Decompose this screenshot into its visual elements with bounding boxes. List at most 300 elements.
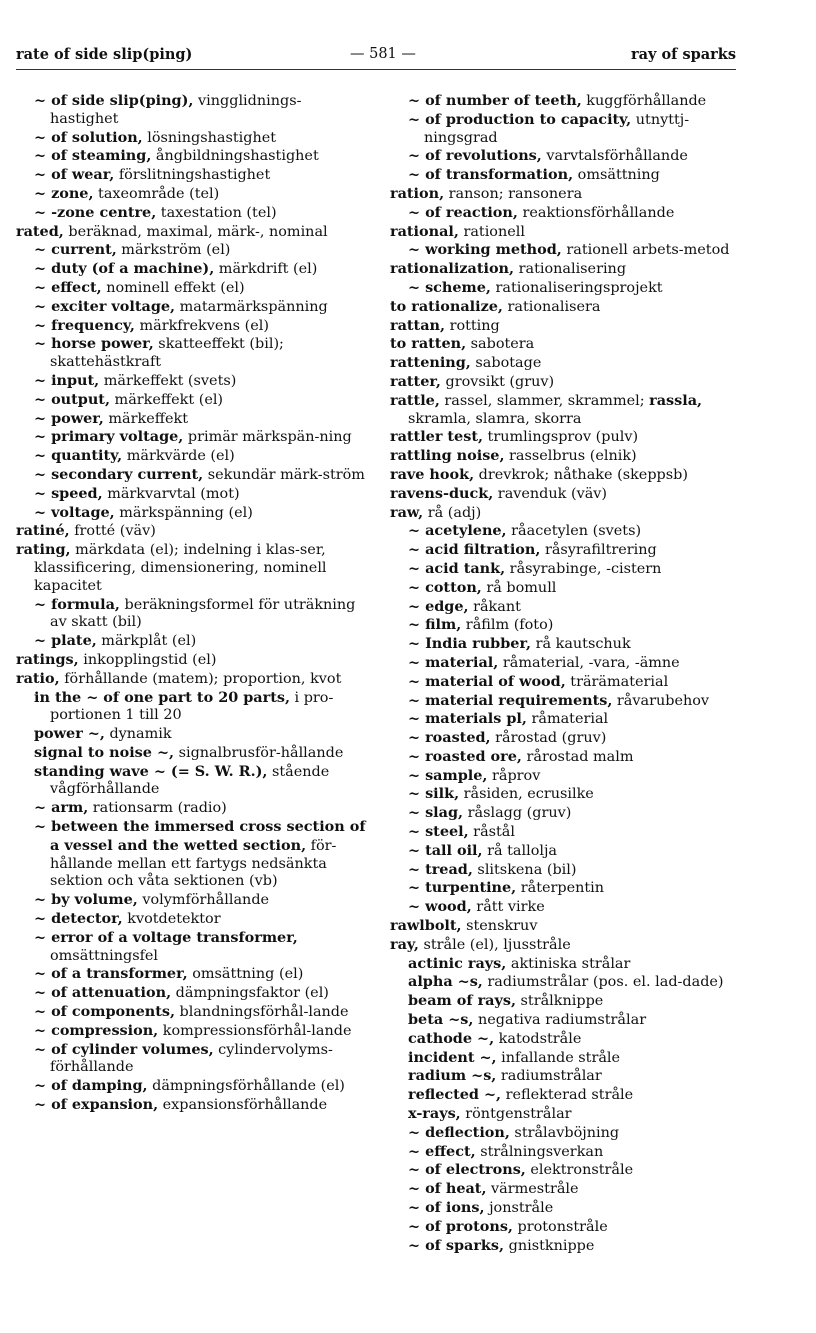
entry-term: rationalization, — [390, 260, 515, 278]
entry-definition: märkplåt (el) — [96, 633, 197, 650]
entry-definition: för-hållande mellan ett fartygs nedsänkta sektion och våta sektionen (vb) — [50, 837, 337, 890]
entry-term: ~ of electrons, — [408, 1161, 526, 1179]
entry-definition: råslagg (gruv) — [463, 805, 572, 822]
entry-term: ~ acid tank, — [408, 559, 506, 577]
entry-definition: omsättning — [573, 167, 660, 184]
dictionary-entry — [390, 92, 740, 111]
entry-definition: rationaliseringsprojekt — [490, 279, 663, 296]
right-column — [390, 92, 740, 1255]
entry-definition: varvtalsförhållande — [541, 148, 688, 165]
entry-definition: grovsikt (gruv) — [440, 373, 555, 390]
dictionary-entry — [16, 335, 368, 372]
dictionary-entry — [16, 391, 368, 410]
entry-definition: reflekterad stråle — [501, 1087, 634, 1104]
dictionary-entry — [390, 260, 740, 279]
entry-term: beta ~s, — [408, 1011, 474, 1029]
dictionary-entry — [16, 260, 368, 279]
entry-definition: förslitningshastighet — [114, 167, 271, 184]
dictionary-entry — [16, 92, 368, 129]
entry-term: ~ of number of teeth, — [408, 92, 582, 109]
entry-term: ~ of cylinder volumes, — [34, 1040, 214, 1058]
entry-term: rating, — [16, 541, 71, 559]
dictionary-entry — [16, 1022, 368, 1041]
dictionary-entry — [16, 223, 368, 242]
dictionary-entry — [390, 185, 740, 204]
entry-term: in the ~ of one part to 20 parts, — [34, 688, 290, 706]
entry-definition: volymförhållande — [137, 892, 270, 909]
entry-term: ~ of expansion, — [34, 1096, 159, 1114]
entry-definition: märkeffekt (el) — [109, 391, 224, 408]
dictionary-entry — [390, 936, 740, 955]
dictionary-entry — [16, 725, 368, 744]
dictionary-entry — [390, 241, 740, 260]
dictionary-entry — [390, 917, 740, 936]
entry-definition: reaktionsförhållande — [517, 204, 675, 221]
entry-definition: råvarubehov — [612, 692, 710, 709]
entry-term: ~ of attenuation, — [34, 984, 172, 1002]
entry-definition: expansionsförhållande — [158, 1097, 328, 1114]
dictionary-entry — [390, 992, 740, 1011]
entry-term: raw, — [390, 503, 424, 521]
entry-term: ration, — [390, 184, 445, 202]
entry-definition: lösningshastighet — [142, 129, 277, 146]
entry-definition: i pro-portionen 1 till 20 — [50, 689, 334, 724]
entry-definition: märkvarvtal (mot) — [102, 485, 240, 502]
entry-term: ~ speed, — [34, 484, 103, 502]
dictionary-entry — [16, 651, 368, 670]
entry-term: ~ steel, — [408, 823, 469, 841]
entry-definition: elektronstråle — [525, 1162, 634, 1179]
entry-definition: rotting — [445, 317, 500, 334]
dictionary-entry — [390, 147, 740, 166]
entry-definition: rationalisera — [502, 298, 601, 315]
entry-term: ~ material requirements, — [408, 691, 613, 709]
dictionary-entry — [16, 799, 368, 818]
entry-definition: taxestation (tel) — [156, 204, 277, 221]
entry-definition: rå (adj) — [423, 504, 482, 521]
entry-term: ~ exciter voltage, — [34, 297, 176, 315]
dictionary-entry — [16, 818, 368, 891]
entry-definition: nominell effekt (el) — [101, 279, 245, 296]
entry-term: ~ acid filtration, — [408, 541, 541, 559]
entry-term: ~ of a transformer, — [34, 965, 188, 983]
dictionary-entry — [390, 1199, 740, 1218]
dictionary-entry — [390, 1124, 740, 1143]
entry-term: ~ duty (of a machine), — [34, 260, 215, 278]
entry-term: ~ power, — [34, 409, 104, 427]
dictionary-entry — [390, 767, 740, 786]
entry-definition: råterpentin — [516, 880, 605, 897]
entry-definition: märkdrift (el) — [214, 261, 318, 278]
dictionary-entry — [390, 673, 740, 692]
entry-term: ~ horse power, — [34, 335, 154, 353]
entry-definition: stråle (el), ljusstråle — [418, 936, 571, 953]
entry-definition: rå bomull — [481, 579, 557, 596]
entry-definition: rassel, slammer, skrammel; — [439, 392, 650, 409]
dictionary-entry — [16, 166, 368, 185]
entry-term: ~ material, — [408, 653, 499, 671]
entry-definition: kvotdetektor — [122, 911, 221, 928]
entry-term: rational, — [390, 222, 459, 240]
dictionary-entry — [390, 335, 740, 354]
entry-term: ~ of revolutions, — [408, 147, 542, 165]
dictionary-entry — [16, 317, 368, 336]
entry-definition: rå kautschuk — [531, 636, 631, 653]
entry-term: power ~, — [34, 725, 105, 743]
entry-definition: sabotage — [470, 355, 542, 372]
entry-term: ~ sample, — [408, 766, 488, 784]
entry-definition: dämpningsförhållande (el) — [147, 1078, 345, 1095]
header-rule — [16, 69, 736, 70]
entry-term: ~ of steaming, — [34, 147, 152, 165]
entry-definition: råsyrafiltrering — [540, 542, 657, 559]
dictionary-entry — [16, 485, 368, 504]
dictionary-entry — [16, 1041, 368, 1078]
dictionary-entry — [16, 1003, 368, 1022]
entry-definition: kompressionsförhål-lande — [158, 1022, 352, 1039]
dictionary-entry — [390, 392, 740, 429]
entry-term: ~ effect, — [408, 1142, 476, 1160]
entry-term: ~ tall oil, — [408, 841, 483, 859]
entry-term: beam of rays, — [408, 992, 516, 1010]
entry-term: ~ input, — [34, 371, 100, 389]
entry-term: ~ of production to capacity, — [408, 110, 632, 128]
entry-definition: beräknad, maximal, märk-, nominal — [63, 223, 328, 240]
entry-definition: skatteeffekt (bil); skattehästkraft — [50, 336, 284, 371]
dictionary-entry — [16, 129, 368, 148]
entry-term: signal to noise ~, — [34, 743, 175, 761]
entry-term: ~ of solution, — [34, 128, 143, 146]
dictionary-entry — [390, 1086, 740, 1105]
entry-term: rave hook, — [390, 465, 475, 483]
dictionary-entry — [390, 598, 740, 617]
dictionary-entry — [390, 1180, 740, 1199]
dictionary-entry — [16, 504, 368, 523]
dictionary-entry — [390, 692, 740, 711]
entry-term: ~ zone, — [34, 184, 94, 202]
dictionary-entry — [390, 504, 740, 523]
dictionary-entry — [390, 654, 740, 673]
dictionary-entry — [390, 298, 740, 317]
entry-term: ~ slag, — [408, 804, 464, 822]
entry-definition: märkeffekt (svets) — [99, 372, 237, 389]
entry-definition: inkopplingstid (el) — [78, 651, 217, 668]
entry-term: rawlbolt, — [390, 917, 462, 935]
dictionary-entry — [16, 984, 368, 1003]
entry-term: ~ quantity, — [34, 447, 123, 465]
entry-term: ratio, — [16, 669, 60, 687]
dictionary-entry — [16, 910, 368, 929]
entry-definition: signalbrusför-hållande — [174, 744, 344, 761]
dictionary-entry — [16, 744, 368, 763]
entry-term: ~ edge, — [408, 597, 469, 615]
entry-term: rattan, — [390, 316, 445, 334]
dictionary-entry — [390, 861, 740, 880]
dictionary-entry — [390, 485, 740, 504]
dictionary-entry — [390, 447, 740, 466]
entry-term: actinic rays, — [408, 954, 507, 972]
entry-term: ~ of components, — [34, 1003, 175, 1021]
entry-definition: trumlingsprov (pulv) — [482, 429, 639, 446]
dictionary-entry — [16, 522, 368, 541]
entry-term: rattling noise, — [390, 447, 505, 465]
entry-definition: rationsarm (radio) — [88, 800, 227, 817]
entry-definition: infallande stråle — [496, 1049, 621, 1066]
dictionary-entry — [390, 354, 740, 373]
entry-term: ~ acetylene, — [408, 522, 507, 540]
dictionary-entry — [390, 111, 740, 148]
dictionary-entry — [390, 1011, 740, 1030]
entry-term: ~ of damping, — [34, 1077, 148, 1095]
entry-term: ~ cotton, — [408, 578, 482, 596]
left-column — [16, 92, 368, 1115]
entry-term: radium ~s, — [408, 1067, 497, 1085]
dictionary-entry — [16, 185, 368, 204]
dictionary-entry — [390, 1143, 740, 1162]
entry-term: ratiné, — [16, 522, 70, 540]
entry-definition: rationell — [458, 223, 525, 240]
entry-definition: råsyrabinge, -cistern — [505, 560, 662, 577]
entry-term: ~ of side slip(ping), — [34, 92, 194, 109]
entry-definition: dynamik — [104, 726, 172, 743]
entry-definition: rårostad (gruv) — [490, 730, 607, 747]
dictionary-entry — [390, 223, 740, 242]
entry-definition: rasselbrus (elnik) — [504, 448, 637, 465]
dictionary-entry — [390, 823, 740, 842]
entry-term: ~ output, — [34, 390, 110, 408]
dictionary-entry — [390, 522, 740, 541]
entry-term: ~ of sparks, — [408, 1236, 505, 1254]
header-first-entry: rate of side slip(ping) — [16, 46, 193, 63]
entry-term: ~ frequency, — [34, 316, 135, 334]
dictionary-entry — [390, 1030, 740, 1049]
entry-term: ~ error of a voltage transformer, — [34, 928, 298, 946]
dictionary-entry — [390, 1067, 740, 1086]
entry-term: ~ deflection, — [408, 1123, 510, 1141]
entry-definition: rationell arbets-metod — [561, 242, 730, 259]
dictionary-entry — [16, 466, 368, 485]
dictionary-entry — [16, 689, 368, 726]
dictionary-entry — [390, 635, 740, 654]
entry-definition: cylindervolyms-förhållande — [50, 1041, 333, 1076]
dictionary-entry — [390, 898, 740, 917]
entry-term: ravens-duck, — [390, 484, 494, 502]
entry-definition: rationalisering — [514, 261, 627, 278]
entry-definition: strålningsverkan — [475, 1143, 604, 1160]
entry-definition: råmaterial, -vara, -ämne — [498, 654, 680, 671]
entry-term: ~ working method, — [408, 241, 562, 259]
entry-definition: beräkningsformel för uträkning av skatt (bil) — [50, 596, 356, 631]
dictionary-entry — [16, 410, 368, 429]
dictionary-entry — [390, 1105, 740, 1124]
page-number: — 581 — — [350, 46, 416, 62]
entry-definition: ångbildningshastighet — [151, 148, 319, 165]
dictionary-entry — [16, 541, 368, 595]
entry-definition: negativa radiumstrålar — [473, 1012, 647, 1029]
entry-term: ~ by volume, — [34, 891, 138, 909]
entry-definition: strålavböjning — [509, 1124, 620, 1141]
entry-term: ~ detector, — [34, 910, 123, 928]
entry-term: standing wave ~ (= S. W. R.), — [34, 762, 268, 780]
entry-term: ~ wood, — [408, 898, 472, 916]
dictionary-entry — [390, 1237, 740, 1256]
entry-definition: värmestråle — [486, 1181, 579, 1198]
entry-term: ~ voltage, — [34, 503, 115, 521]
entry-definition: protonstråle — [512, 1218, 608, 1235]
entry-definition: förhållande (matem); proportion, kvot — [59, 670, 342, 687]
entry-term: ~ of protons, — [408, 1217, 513, 1235]
entry-definition: taxeområde (tel) — [93, 185, 220, 202]
dictionary-entry — [390, 560, 740, 579]
dictionary-entry — [16, 241, 368, 260]
dictionary-entry — [390, 616, 740, 635]
entry-definition: radiumstrålar — [496, 1068, 602, 1085]
dictionary-entry — [390, 785, 740, 804]
dictionary-entry — [390, 1161, 740, 1180]
entry-term: ~ of wear, — [34, 166, 115, 184]
entry-term: ~ of heat, — [408, 1180, 487, 1198]
entry-term: ~ tread, — [408, 860, 473, 878]
dictionary-entry — [390, 842, 740, 861]
dictionary-entry — [390, 879, 740, 898]
entry-term: ~ effect, — [34, 278, 102, 296]
entry-definition: märkspänning (el) — [114, 504, 253, 521]
dictionary-entry — [16, 447, 368, 466]
entry-definition: sabotera — [466, 336, 535, 353]
entry-term: rattler test, — [390, 428, 483, 446]
entry-definition: kuggförhållande — [581, 93, 707, 109]
entry-definition: stenskruv — [461, 918, 538, 935]
dictionary-entry — [16, 763, 368, 800]
dictionary-entry — [16, 891, 368, 910]
entry-term: ~ roasted, — [408, 729, 491, 747]
entry-definition: märkeffekt — [103, 410, 188, 427]
entry-term: ~ scheme, — [408, 278, 491, 296]
entry-definition: skramla, slamra, skorra — [408, 410, 582, 427]
entry-definition: råfilm (foto) — [461, 617, 554, 634]
entry-term: ratter, — [390, 372, 441, 390]
entry-definition: trärämaterial — [565, 673, 669, 690]
entry-term: ~ -zone centre, — [34, 203, 157, 221]
entry-definition: dämpningsfaktor (el) — [171, 985, 329, 1002]
dictionary-entry — [390, 166, 740, 185]
entry-definition: stående vågförhållande — [50, 763, 330, 798]
entry-term: ~ primary voltage, — [34, 428, 184, 446]
entry-definition: rå tallolja — [482, 842, 558, 859]
entry-definition: röntgenstrålar — [460, 1106, 572, 1123]
entry-term: to ratten, — [390, 335, 467, 353]
entry-term: rattening, — [390, 354, 471, 372]
entry-definition: aktiniska strålar — [506, 955, 631, 972]
entry-term: ~ compression, — [34, 1021, 159, 1039]
dictionary-entry — [390, 579, 740, 598]
entry-definition: matarmärkspänning — [175, 298, 328, 315]
entry-term: ~ of ions, — [408, 1199, 485, 1217]
dictionary-entry — [390, 204, 740, 223]
entry-definition: råprov — [487, 767, 541, 784]
dictionary-entry — [16, 279, 368, 298]
entry-term: ~ current, — [34, 241, 117, 259]
entry-term: ~ secondary current, — [34, 465, 204, 483]
dictionary-entry — [390, 1218, 740, 1237]
dictionary-entry — [390, 955, 740, 974]
entry-term: ~ between the immersed cross section of a vessel and the wetted section, — [34, 818, 366, 854]
entry-term: ~ formula, — [34, 595, 120, 613]
dictionary-entry — [16, 1077, 368, 1096]
entry-term: ~ material of wood, — [408, 672, 566, 690]
entry-definition: råacetylen (svets) — [506, 523, 642, 540]
entry-term: to rationalize, — [390, 297, 503, 315]
dictionary-entry — [390, 373, 740, 392]
dictionary-entry — [16, 298, 368, 317]
entry-definition: rårostad malm — [521, 748, 634, 765]
dictionary-entry — [390, 748, 740, 767]
dictionary-entry — [16, 929, 368, 966]
entry-definition: rått virke — [471, 899, 545, 916]
dictionary-entry — [16, 147, 368, 166]
entry-term: ~ turpentine, — [408, 879, 517, 897]
entry-definition: råmaterial — [526, 711, 609, 728]
entry-definition: råstål — [468, 824, 515, 841]
entry-term: ~ plate, — [34, 632, 97, 650]
dictionary-entry — [16, 632, 368, 651]
entry-term: reflected ~, — [408, 1086, 502, 1104]
dictionary-entry — [390, 1049, 740, 1068]
dictionary-entry — [16, 204, 368, 223]
entry-definition: blandningsförhål-lande — [174, 1004, 349, 1021]
dictionary-entry — [390, 729, 740, 748]
entry-definition: utnyttj-ningsgrad — [424, 111, 690, 146]
entry-definition: radiumstrålar (pos. el. lad-dade) — [482, 974, 724, 991]
entry-term: ~ materials pl, — [408, 710, 527, 728]
entry-term: ~ roasted ore, — [408, 747, 522, 765]
entry-definition: frotté (väv) — [69, 523, 156, 540]
entry-definition: strålknippe — [515, 993, 604, 1010]
entry-term: ~ of reaction, — [408, 203, 518, 221]
entry-definition: märkdata (el); indelning i klas-ser, klassificering, dimensionering, nominell kapacitet — [34, 542, 327, 594]
entry-definition: katodstråle — [494, 1030, 582, 1047]
entry-definition: råkant — [468, 598, 521, 615]
entry-term: ~ India rubber, — [408, 635, 531, 653]
entry-definition: jonstråle — [484, 1200, 554, 1217]
entry-term: x-rays, — [408, 1105, 461, 1123]
entry-term: ray, — [390, 935, 419, 953]
entry-term: alpha ~s, — [408, 973, 483, 991]
entry-definition: ranson; ransonera — [444, 185, 583, 202]
entry-term: cathode ~, — [408, 1029, 495, 1047]
dictionary-entry — [16, 1096, 368, 1115]
dictionary-entry — [390, 428, 740, 447]
dictionary-entry — [390, 541, 740, 560]
dictionary-entry — [390, 710, 740, 729]
dictionary-entry — [16, 596, 368, 633]
dictionary-entry — [390, 466, 740, 485]
entry-definition: omsättningsfel — [50, 947, 159, 964]
entry-term: rassla, — [649, 391, 703, 409]
entry-definition: primär märkspän-ning — [183, 429, 352, 446]
entry-definition: drevkrok; nåthake (skeppsb) — [474, 466, 688, 483]
dictionary-entry — [390, 804, 740, 823]
dictionary-entry — [16, 428, 368, 447]
dictionary-entry — [390, 317, 740, 336]
entry-definition: sekundär märk-ström — [203, 466, 365, 483]
entry-definition: råsiden, ecrusilke — [459, 786, 594, 803]
entry-definition: slitskena (bil) — [472, 861, 577, 878]
entry-term: rattle, — [390, 391, 440, 409]
entry-term: ~ of transformation, — [408, 166, 574, 184]
entry-term: rated, — [16, 222, 64, 240]
dictionary-entry — [16, 965, 368, 984]
